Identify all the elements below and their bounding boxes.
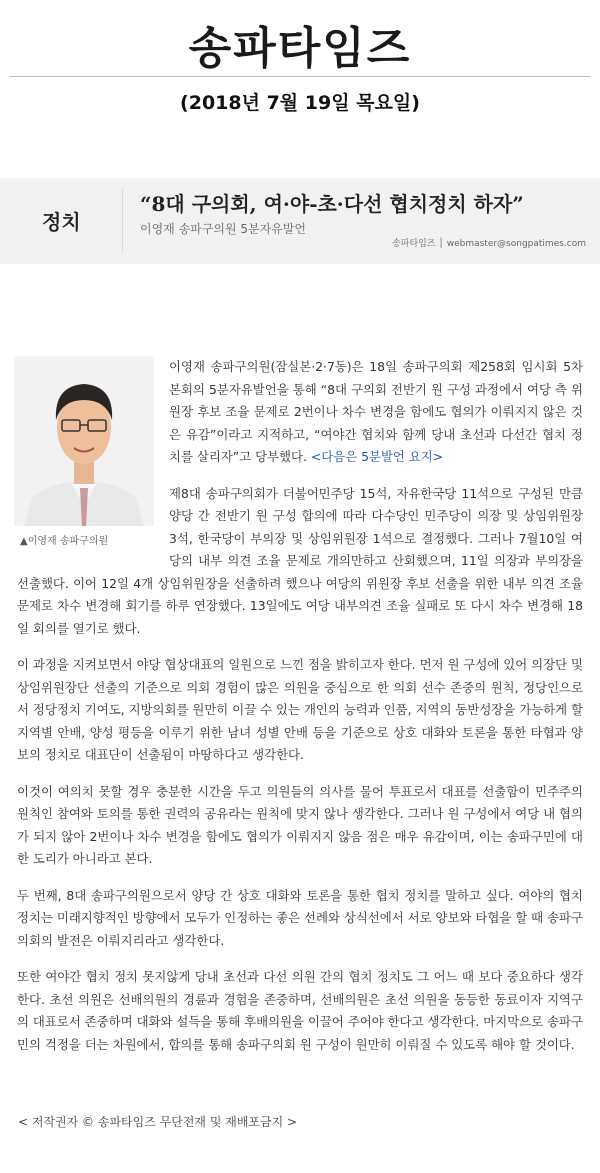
article-subhead: 이영재 송파구의원 5분자유발언 <box>140 222 306 236</box>
photo-caption: ▲이영재 송파구의원 <box>20 536 109 547</box>
paragraph-text: 이영재 송파구의원(잠실본·2·7동)은 18일 송파구의회 제258회 임시회 5차 본회의 5분자유발언을 통해 “8대 구의회 전반기 원 구성 과정에서 여당 측 위원장 후보 조율 문제로 2번이나 차수 변경을 함에도 협의가 이뤄지지 않은 것은 유감”이라고 지적하고, “여야간 협치와 함께 당내 초선과 다선간 협치 정치를 살리자”고 당부했다. <box>169 359 583 464</box>
article-body <box>17 356 583 1070</box>
article-headline: “8대 구의회, 여·야-초·다선 협치정치 하자” <box>140 192 524 216</box>
header-divider <box>122 188 123 254</box>
article-header <box>0 178 600 264</box>
article-paragraph: 제8대 송파구의회가 더불어민주당 15석, 자유한국당 11석으로 구성된 만큼 양당 간 전반기 원 구성 합의에 따라 다수당인 민주당이 의장 및 상임위원장 3석, 한국당이 부의장 및 상임위원장 1석으로 결정했다. 그러나 7월10일 여당의 내부 의견 조율 문제로 개의만하고 산회했으며, 11일 의장과 부의장을 선출했다. 이어 12일 4개 상임위원장을 선출하려 했으나 여당의 위원장 후보 선출을 위한 내부 의견 조율 문제로 차수 변경해 회기를 하루 연장했다. 13일에도 여당 내부의견 조율 실패로 또 다시 차수 변경해 18일 회의를 열기로 했다. <box>17 485 583 636</box>
site-logo[interactable]: 송파타임즈 <box>188 23 412 74</box>
photo-spacer <box>17 356 169 556</box>
article-paragraph: 이 과정을 지켜보면서 야당 협상대표의 일원으로 느낀 점을 밝히고자 한다. 먼저 원 구성에 있어 의장단 및 상임위원장단 선출의 기준으로 의회 경험이 많은 의원을 중심으로 한 의회 선수 존중의 원칙, 정당인으로서 정당정치 기여도, 지방의회를 원만히 이끌 수 있는 개인의 능력과 인품, 지역의 동반성장을 가능하게 할 지역별 안배, 양성 평등을 이루기 위한 남녀 성별 안배 등을 기준으로 상호 대화와 토론을 통한 타협과 양보의 정치로 대표단이 선출됨이 마땅하다고 생각한다. <box>17 657 583 762</box>
masthead-divider <box>10 76 590 77</box>
masthead <box>0 0 600 78</box>
article-paragraph: 이것이 여의치 못할 경우 충분한 시간을 두고 의원들의 의사를 물어 투표로서 대표를 선출함이 민주주의 원칙인 참여와 토의를 통한 권력의 공유라는 원칙에 맞지 않나 생각한다. 그러나 원 구성에서 여당 내 협의가 되지 않아 2번이나 차수 변경을 함에도 협의가 이뤄지지 않음 점은 매우 유감이며, 이는 송파구민에 대한 도리가 아니라고 본다. <box>17 783 583 866</box>
issue-date: (2018년 7월 19일 목요일) <box>180 92 420 114</box>
article-paragraph: 두 번째, 8대 송파구의원으로서 양당 간 상호 대화와 토론을 통한 협치 정치를 말하고 싶다. 여야의 협치 정치는 미래지향적인 방향에서 모두가 인정하는 좋은 선례와 상식선에서 서로 양보와 타협을 할 때 송파구의회의 발전은 이뤄지리라고 생각한다. <box>17 887 583 948</box>
speech-summary-link[interactable]: <다음은 5분발언 요지> <box>310 449 444 464</box>
article-byline[interactable]: 송파타임즈 │ webmaster@songpatimes.com <box>392 239 586 249</box>
copyright-notice: < 저작권자 © 송파타임즈 무단전재 및 재배포금지 > <box>18 1115 298 1129</box>
article-paragraph: 또한 여야간 협치 정치 못지않게 당내 초선과 다선 의원 간의 협치 정치도 그 어느 때 보다 중요하다 생각한다. 초선 의원은 선배의원의 경륜과 경험을 존중하며, 선배의원은 초선 의원을 동등한 동료이자 지역구의 대표로서 존중하며 대화와 설득을 통해 후배의원을 이끌어 주어야 한다고 생각한다. 마지막으로 송파구민의 걱정을 더는 차원에서, 합의를 통해 송파구의회 원 구성이 원만히 이뤄질 수 있도록 해야 할 것이다. <box>17 969 583 1052</box>
section-category[interactable]: 정치 <box>42 210 81 234</box>
